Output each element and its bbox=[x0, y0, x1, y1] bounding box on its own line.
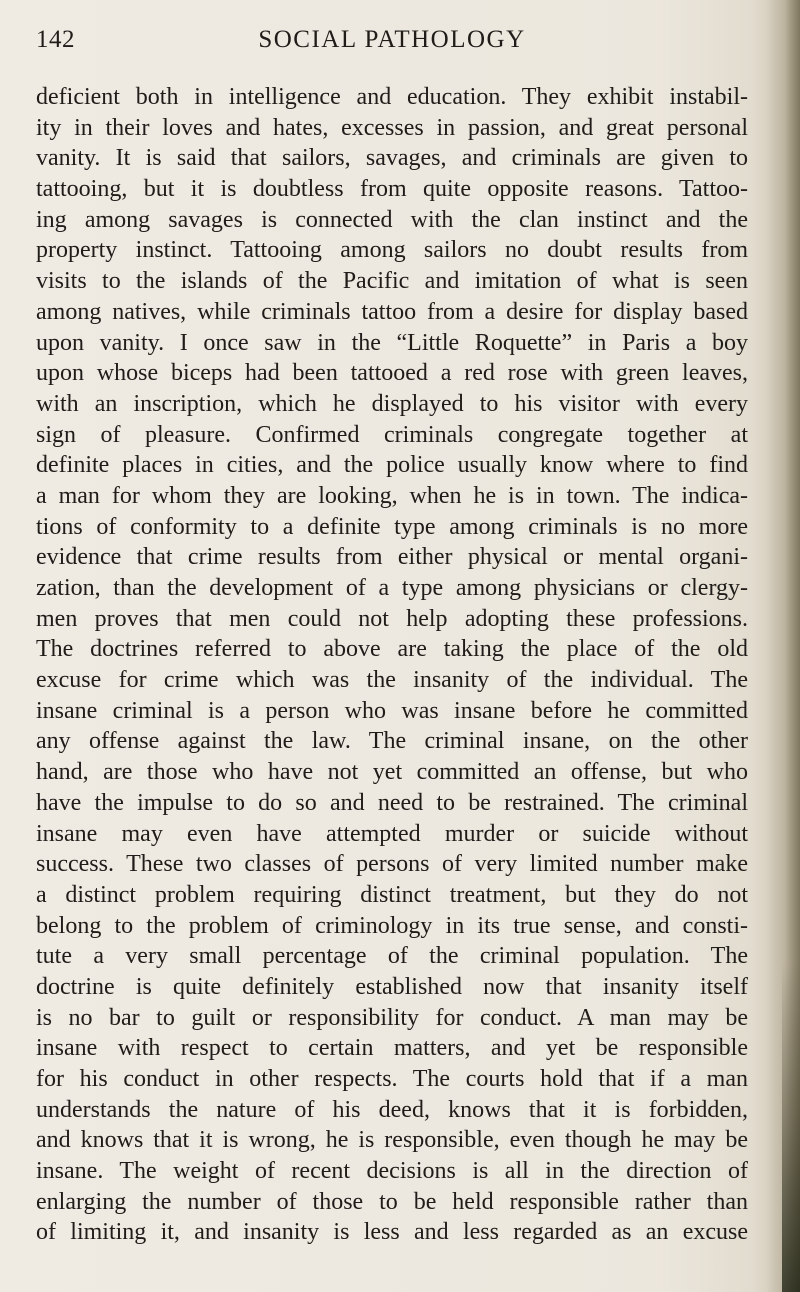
text-line: visits to the islands of the Pacific and imitation of what is seen bbox=[36, 268, 748, 295]
text-line: with an inscription, which he displayed to his visitor with every bbox=[36, 390, 748, 417]
text-line: ing among savages is connected with the clan instinct and the bbox=[36, 206, 748, 233]
text-line: a man for whom they are looking, when he is in town. The indica- bbox=[36, 482, 748, 509]
text-line: tattooing, but it is doubtless from quite opposite reasons. Tattoo- bbox=[36, 176, 748, 203]
running-head: SOCIAL PATHOLOGY bbox=[258, 26, 526, 53]
text-line: excuse for crime which was the insanity of the individual. The bbox=[36, 667, 748, 694]
text-line: definite places in cities, and the police usually know where to find bbox=[36, 452, 748, 479]
text-line: upon vanity. I once saw in the “Little Roquette” in Paris a boy bbox=[36, 329, 748, 356]
page-header bbox=[36, 26, 748, 60]
text-line: and knows that it is wrong, he is responsible, even though he may be bbox=[36, 1127, 748, 1154]
page-edge-stain bbox=[782, 962, 800, 1292]
text-line: ity in their loves and hates, excesses in passion, and great personal bbox=[36, 114, 748, 141]
text-line: hand, are those who have not yet committed an offense, but who bbox=[36, 759, 748, 786]
text-line: of limiting it, and insanity is less and less regarded as an excuse bbox=[36, 1219, 748, 1246]
text-line: doctrine is quite definitely established now that insanity itself bbox=[36, 973, 748, 1000]
text-line: insane with respect to certain matters, and yet be responsible bbox=[36, 1035, 748, 1062]
text-line: any offense against the law. The criminal insane, on the other bbox=[36, 728, 748, 755]
text-line: upon whose biceps had been tattooed a red rose with green leaves, bbox=[36, 360, 748, 387]
text-line: zation, than the development of a type among physicians or clergy- bbox=[36, 575, 748, 601]
text-line: success. These two classes of persons of very limited number make bbox=[36, 851, 748, 878]
text-line: a distinct problem requiring distinct treatment, but they do not bbox=[36, 881, 748, 908]
text-line: among natives, while criminals tattoo from a desire for display based bbox=[36, 298, 748, 325]
text-line: insane criminal is a person who was insane before he committed bbox=[36, 697, 748, 724]
text-line: evidence that crime results from either physical or mental organi- bbox=[36, 544, 748, 571]
text-line: tute a very small percentage of the criminal population. The bbox=[36, 943, 748, 970]
text-line: have the impulse to do so and need to be restrained. The criminal bbox=[36, 789, 748, 816]
text-line: belong to the problem of criminology in its true sense, and consti- bbox=[36, 912, 748, 939]
page-number: 142 bbox=[36, 26, 75, 53]
text-line: vanity. It is said that sailors, savages, and criminals are given to bbox=[36, 145, 748, 172]
text-line: insane may even have attempted murder or suicide without bbox=[36, 820, 748, 847]
text-line: for his conduct in other respects. The courts hold that if a man bbox=[36, 1066, 748, 1092]
text-line: is no bar to guilt or responsibility for conduct. A man may be bbox=[36, 1004, 748, 1031]
text-line: sign of pleasure. Confirmed criminals congregate together at bbox=[36, 421, 748, 448]
body-text bbox=[36, 82, 748, 1248]
text-line: deficient both in intelligence and education. They exhibit instabil- bbox=[36, 84, 748, 110]
text-line: insane. The weight of recent decisions is all in the direction of bbox=[36, 1158, 748, 1185]
text-line: tions of conformity to a definite type among criminals is no more bbox=[36, 513, 748, 540]
text-line: enlarging the number of those to be held responsible rather than bbox=[36, 1188, 748, 1215]
text-line: property instinct. Tattooing among sailors no doubt results from bbox=[36, 237, 748, 264]
text-line: men proves that men could not help adopting these professions. bbox=[36, 605, 748, 632]
text-line: The doctrines referred to above are taking the place of the old bbox=[36, 636, 748, 663]
text-line: understands the nature of his deed, knows that it is forbidden, bbox=[36, 1096, 748, 1123]
